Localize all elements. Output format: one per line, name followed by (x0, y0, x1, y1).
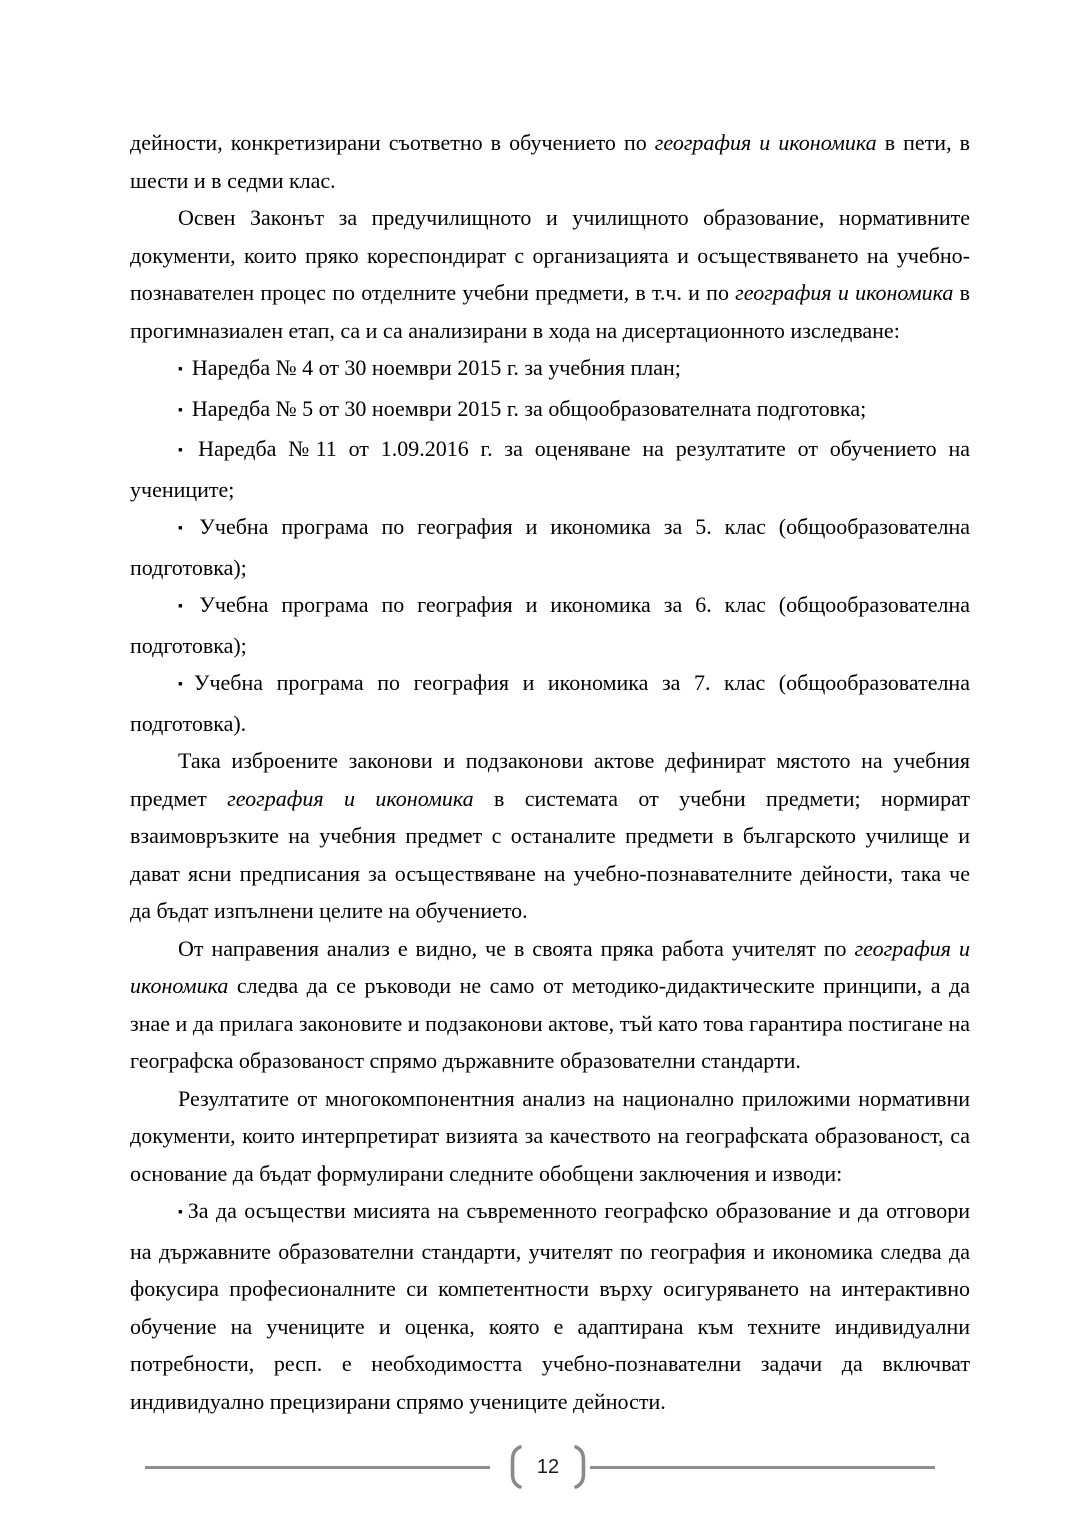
list-item-7 (130, 1192, 970, 1420)
italic-text-run: география и икономика (130, 935, 970, 998)
list-item-4 (130, 508, 970, 586)
footer-rule-right (590, 1466, 935, 1469)
paragraph-2 (130, 199, 970, 349)
bullet-icon: ▪ (178, 598, 191, 613)
paragraph-1 (130, 124, 970, 199)
bullet-icon: ▪ (178, 1204, 185, 1219)
bullet-icon: ▪ (178, 520, 191, 535)
list-item-2 (130, 390, 970, 431)
bullet-icon: ▪ (178, 361, 183, 376)
left-bracket-icon (508, 1445, 522, 1489)
paragraph-3 (130, 742, 970, 930)
text-run: в пети, в шести и в седми клас. (130, 130, 970, 193)
italic-text-run: география и икономика (227, 785, 474, 811)
document-body (130, 124, 970, 1420)
list-item-5 (130, 586, 970, 664)
italic-text-run: география и икономика (654, 130, 877, 155)
bullet-icon: ▪ (178, 401, 183, 417)
list-item-1 (130, 349, 970, 390)
bullet-icon: ▪ (178, 442, 190, 457)
text-run: Резултатите от многокомпонентния анализ на национално приложими нормативни документи, които интерпретират визията за качеството на географската образованост, са основание да бъдат формулирани следните обобщени заключения и изводи: (130, 1085, 970, 1186)
page-footer (145, 1447, 935, 1487)
text-run: Учебна програма по география и икономика за 7. клас (общообразователна подготовка). (130, 670, 970, 736)
text-run: За да осъществи мисията на съвременното географско образование и да отговори на държавните образователни стандарти, учителят по география и икономика следва да фокусира професионалните си компетентности върху осигуряването на интерактивно обучение на учениците и оценка, която е адаптирана към техните индивидуални потребности, респ. е необходимостта учебно-познавателни задачи да включват индивидуално прецизирани спрямо учениците дейности. (130, 1198, 970, 1414)
text-run: в прогимназиален етап, са и са анализирани в хода на дисертационното изследване: (130, 280, 970, 343)
text-run: От направения анализ е видно, че в своята пряка работа учителят по (178, 935, 855, 961)
text-run: Учебна програма по география и икономика за 6. клас (общообразователна подготовка); (130, 592, 970, 658)
text-run: Учебна програма по география и икономика за 5. клас (общообразователна подготовка); (130, 514, 970, 580)
text-run: Наредба №11 от 1.09.2016 г. за оценяване на резултатите от обучението на учениците; (130, 436, 970, 502)
text-run: Наредба № 4 от 30 ноември 2015 г. за учебния план; (191, 355, 681, 380)
text-run: дейности, конкретизирани съответно в обучението по (130, 130, 655, 155)
text-run: Така изброените законови и подзаконови актове дефинират мястото на учебния предмет (130, 748, 970, 811)
footer-rule-left (145, 1466, 490, 1469)
text-run: в системата от учебни предмети; нормират взаимовръзките на учебния предмет с останалите предмети в българското училище и дават ясни предписания за осъществяване на учебно-познавателните дейности, така че да бъдат изпълнени целите на обучението. (130, 785, 970, 923)
right-bracket-icon (574, 1445, 588, 1489)
bullet-icon: ▪ (178, 676, 191, 691)
paragraph-5 (130, 1080, 970, 1193)
paragraph-4 (130, 930, 970, 1080)
text-run: следва да се ръководи не само от методико-дидактическите принципи, а да знае и да прилага законовите и подзаконови актове, тъй като това гарантира постигане на географска образованост спрямо държавните образователни стандарти. (130, 973, 970, 1073)
text-run: Освен Законът за предучилищното и училищното образование, нормативните документи, които пряко кореспондират с организацията и осъществяването на учебно-познавателен процес по отделните учебни предмети, в т.ч. и по (130, 205, 970, 305)
italic-text-run: география и икономика (735, 280, 954, 305)
page-number: 12 (536, 1455, 560, 1478)
text-run: Наредба № 5 от 30 ноември 2015 г. за общообразователната подготовка; (191, 395, 867, 421)
list-item-6 (130, 664, 970, 742)
list-item-3 (130, 430, 970, 508)
